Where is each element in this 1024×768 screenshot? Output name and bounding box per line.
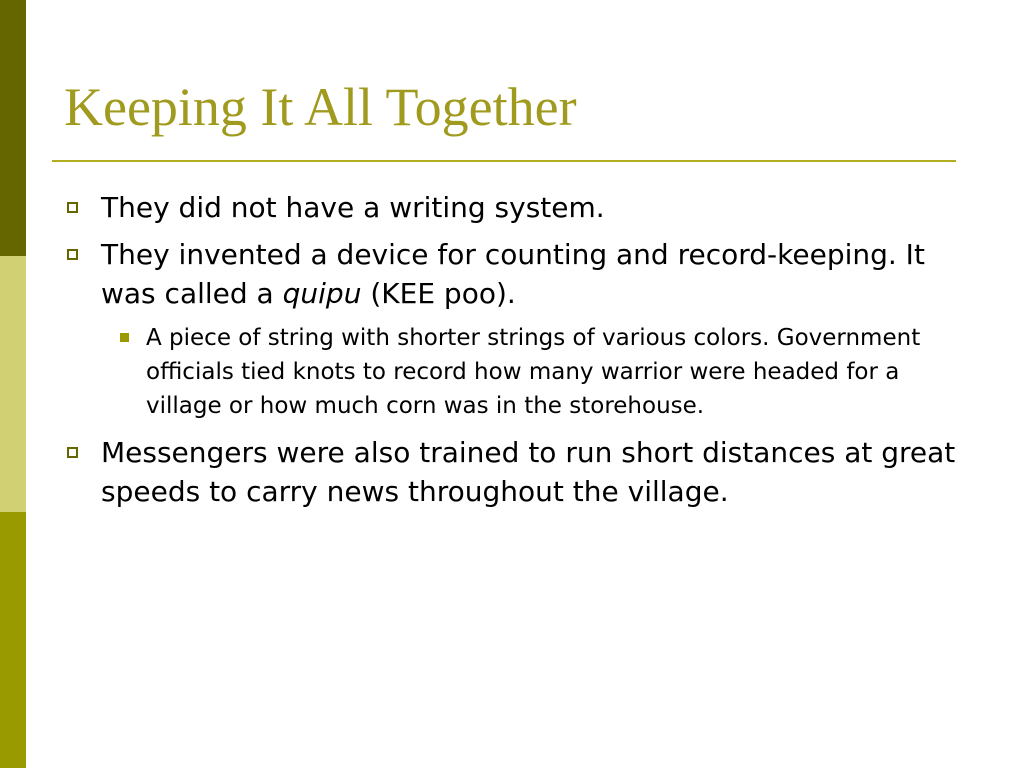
- slide-title: Keeping It All Together: [64, 77, 577, 137]
- side-band-middle: [0, 256, 26, 512]
- bullet-item: [64, 235, 964, 313]
- filled-square-bullet-icon: [120, 333, 129, 342]
- bullet-item: [64, 433, 964, 511]
- hollow-square-bullet-icon: [67, 249, 78, 260]
- side-band-top: [0, 0, 26, 256]
- bullet-text-suffix: (KEE poo).: [361, 277, 516, 310]
- hollow-square-bullet-icon: [67, 447, 78, 458]
- sub-bullet-item: [146, 321, 966, 423]
- bullet-italic-term: quipu: [282, 277, 362, 310]
- bullet-text: Messengers were also trained to run short distances at great speeds to carry news throughout the village.: [101, 436, 956, 508]
- title-underline: [52, 160, 956, 162]
- bullet-text: They invented a device for counting and record-keeping. It was called a: [101, 238, 925, 310]
- bullet-text: They did not have a writing system.: [101, 191, 605, 224]
- side-band-bottom: [0, 512, 26, 768]
- sub-bullet-text: A piece of string with shorter strings of various colors. Government officials tied knots to record how many warrior were headed for a village or how much corn was in the storehouse.: [146, 325, 921, 419]
- bullet-item: [64, 188, 964, 227]
- slide-body: [64, 188, 964, 519]
- hollow-square-bullet-icon: [67, 202, 78, 213]
